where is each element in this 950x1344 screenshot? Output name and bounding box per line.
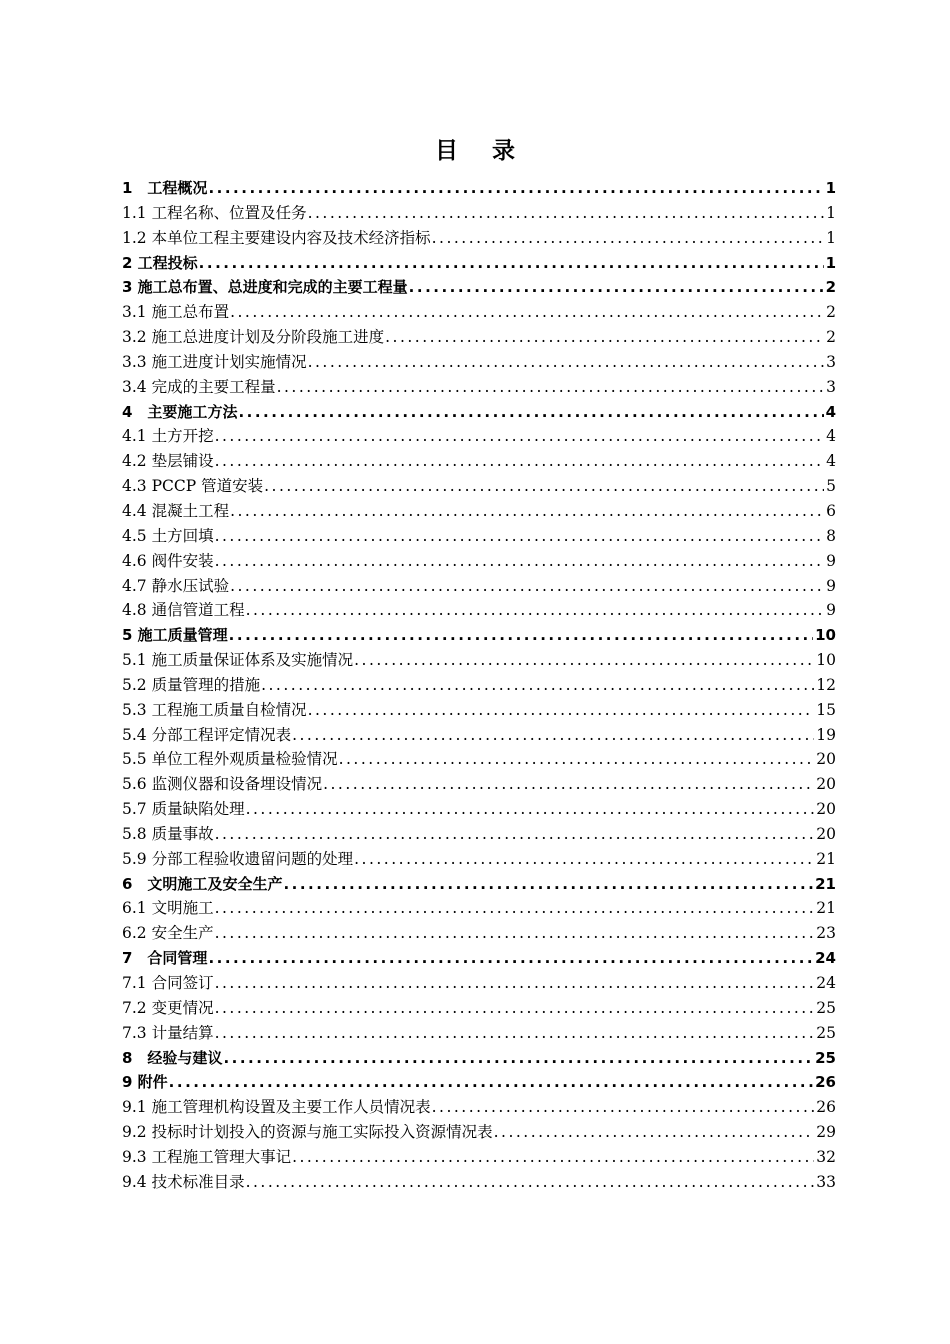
toc-dot-leader [215,549,825,574]
toc-entry-page-number: 25 [816,1023,836,1042]
toc-entry[interactable] [122,772,836,797]
toc-entry-label: 4.8 通信管道工程 [122,601,245,620]
toc-entry-page-number: 4 [826,427,836,446]
toc-dot-leader [215,424,825,449]
toc-entry-page-number: 20 [816,800,836,819]
toc-entry-label: 5.2 质量管理的措施 [122,675,261,694]
toc-entry[interactable] [122,449,836,474]
toc-entry[interactable] [122,723,836,748]
toc-title-char-2: 录 [492,137,515,164]
toc-entry[interactable] [122,325,836,350]
toc-entry[interactable] [122,648,836,673]
toc-entry[interactable] [122,747,836,772]
toc-dot-leader [308,350,825,375]
toc-dot-leader [432,1095,815,1120]
toc-dot-leader [494,1120,815,1145]
toc-entry[interactable] [122,896,836,921]
toc-entry[interactable] [122,996,836,1021]
toc-entry-label: 5.6 监测仪器和设备埋设情况 [122,775,323,794]
toc-entry[interactable] [122,946,836,971]
toc-entry-label: 3.3 施工进度计划实施情况 [122,352,307,371]
toc-entry-page-number: 1 [826,228,836,247]
toc-entry-label: 5 施工质量管理 [122,626,228,645]
toc-dot-leader [432,226,825,251]
toc-entry-label: 3.2 施工总进度计划及分阶段施工进度 [122,328,385,347]
toc-dot-leader [409,275,824,300]
toc-dot-leader [246,797,815,822]
toc-dot-leader [292,1145,814,1170]
toc-entry[interactable] [122,176,836,201]
toc-entry-label: 5.8 质量事故 [122,824,214,843]
toc-dot-leader [230,300,824,325]
toc-entry-label: 5.5 单位工程外观质量检验情况 [122,750,338,769]
toc-entry-page-number: 6 [826,501,836,520]
toc-dot-leader [215,1021,815,1046]
toc-entry-page-number: 24 [815,949,836,968]
toc-entry-label: 1.1 工程名称、位置及任务 [122,203,307,222]
toc-entry-page-number: 29 [816,1123,836,1142]
toc-entry-page-number: 24 [816,974,836,992]
toc-entry[interactable] [122,1120,836,1145]
toc-entry-label: 4 主要施工方法 [122,402,238,421]
toc-dot-leader [215,822,815,847]
toc-entry-page-number: 3 [826,377,836,396]
toc-dot-leader [277,375,825,400]
toc-dot-leader [230,499,824,524]
toc-entry[interactable] [122,822,836,847]
toc-dot-leader [354,648,814,673]
toc-entry-page-number: 3 [826,352,836,371]
toc-entry-page-number: 5 [826,477,836,496]
toc-entry-label: 8 经验与建议 [122,1048,223,1067]
toc-entry[interactable] [122,400,836,425]
toc-entry-label: 9.4 技术标准目录 [122,1172,245,1191]
toc-entry[interactable] [122,275,836,300]
toc-dot-leader [215,971,815,996]
toc-entry-page-number: 10 [815,626,836,645]
toc-entry[interactable] [122,474,836,499]
toc-entry-label: 9.3 工程施工管理大事记 [122,1147,292,1166]
toc-entry-page-number: 10 [816,651,836,670]
toc-entry-page-number: 23 [816,924,836,943]
toc-entry-label: 4.5 土方回填 [122,526,214,545]
toc-entry[interactable] [122,1145,836,1170]
toc-entry[interactable] [122,797,836,822]
toc-entry-page-number: 21 [816,899,836,918]
toc-dot-leader [223,1046,813,1071]
toc-entry[interactable] [122,549,836,574]
toc-entry[interactable] [122,971,836,996]
toc-entry-page-number: 26 [815,1073,836,1092]
toc-entry-page-number: 15 [816,700,836,719]
toc-dot-leader [261,673,814,698]
toc-title [0,136,950,166]
toc-entry-label: 9.1 施工管理机构设置及主要工作人员情况表 [122,1098,431,1117]
toc-entry-page-number: 33 [816,1172,836,1191]
toc-entry[interactable] [122,300,836,325]
toc-entry-label: 6.2 安全生产 [122,924,214,943]
toc-entry-page-number: 4 [826,452,836,471]
toc-entry[interactable] [122,673,836,698]
toc-dot-leader [283,872,813,897]
toc-dot-leader [215,921,815,946]
toc-entry-page-number: 20 [816,775,836,794]
toc-dot-leader [208,176,823,201]
toc-entry-label: 9 附件 [122,1073,168,1092]
toc-dot-leader [215,524,825,549]
toc-entry-page-number: 20 [816,824,836,843]
toc-entry-page-number: 2 [826,303,836,322]
toc-dot-leader [246,598,825,623]
toc-entry[interactable] [122,251,836,276]
toc-entry-page-number: 2 [826,328,836,347]
toc-title-char-1: 目 [435,137,458,164]
toc-entry-page-number: 21 [816,849,836,868]
toc-entry-page-number: 25 [815,1048,836,1067]
toc-dot-leader [208,946,813,971]
toc-entry[interactable] [122,623,836,648]
toc-entry[interactable] [122,847,836,872]
toc-entry-label: 3.4 完成的主要工程量 [122,377,276,396]
toc-entry-page-number: 8 [826,526,836,545]
toc-dot-leader [238,400,823,425]
toc-entry[interactable] [122,1070,836,1095]
toc-entry[interactable] [122,1170,836,1195]
toc-dot-leader [323,772,814,797]
toc-entry-label: 9.2 投标时计划投入的资源与施工实际投入资源情况表 [122,1123,493,1142]
toc-dot-leader [229,623,813,648]
toc-entry-page-number: 2 [825,278,836,297]
toc-dot-leader [169,1070,813,1095]
toc-entry-label: 7.2 变更情况 [122,998,214,1017]
toc-entry-label: 5.9 分部工程验收遗留问题的处理 [122,849,354,868]
toc-entry-label: 1 工程概况 [122,179,208,197]
toc-entry-page-number: 26 [816,1098,836,1117]
toc-entry-label: 4.4 混凝土工程 [122,501,230,520]
toc-entry-label: 4.7 静水压试验 [122,576,230,595]
toc-dot-leader [230,574,824,599]
toc-entry[interactable] [122,1095,836,1120]
toc-entry[interactable] [122,375,836,400]
toc-entry[interactable] [122,524,836,549]
toc-dot-leader [292,723,814,748]
toc-entry[interactable] [122,499,836,524]
toc-entry-label: 7 合同管理 [122,949,208,968]
toc-entry-label: 4.2 垫层铺设 [122,452,214,471]
toc-entry[interactable] [122,1046,836,1071]
toc-entry[interactable] [122,698,836,723]
toc-entry-label: 7.1 合同签订 [122,974,214,992]
toc-dot-leader [215,996,815,1021]
toc-entry[interactable] [122,574,836,599]
toc-entry-label: 5.7 质量缺陷处理 [122,800,245,819]
toc-dot-leader [264,474,824,499]
table-of-contents [122,176,836,1195]
toc-dot-leader [215,896,815,921]
toc-entry[interactable] [122,201,836,226]
toc-entry[interactable] [122,226,836,251]
toc-entry-page-number: 32 [816,1147,836,1166]
toc-dot-leader [354,847,814,872]
toc-entry-label: 5.1 施工质量保证体系及实施情况 [122,651,354,670]
toc-entry-label: 3.1 施工总布置 [122,303,230,322]
toc-entry[interactable] [122,424,836,449]
toc-dot-leader [215,449,825,474]
toc-entry-label: 6.1 文明施工 [122,899,214,918]
toc-entry[interactable] [122,1021,836,1046]
toc-entry-page-number: 9 [826,551,836,570]
toc-entry-label: 2 工程投标 [122,253,198,272]
toc-dot-leader [246,1170,815,1195]
toc-dot-leader [199,251,824,276]
toc-dot-leader [385,325,824,350]
toc-entry-page-number: 19 [816,725,836,744]
toc-dot-leader [308,201,825,226]
toc-dot-leader [339,747,815,772]
toc-entry[interactable] [122,921,836,946]
toc-entry-page-number: 20 [816,750,836,769]
toc-entry-page-number: 1 [825,253,836,272]
toc-entry[interactable] [122,350,836,375]
toc-entry-page-number: 25 [816,998,836,1017]
toc-entry-label: 6 文明施工及安全生产 [122,874,283,893]
toc-entry-page-number: 4 [825,402,836,421]
toc-entry-label: 1.2 本单位工程主要建设内容及技术经济指标 [122,228,431,247]
toc-entry-page-number: 9 [826,601,836,620]
toc-entry-label: 5.4 分部工程评定情况表 [122,725,292,744]
toc-entry-label: 4.3 PCCP 管道安装 [122,477,264,496]
toc-dot-leader [308,698,815,723]
toc-entry-page-number: 1 [826,203,836,222]
toc-entry[interactable] [122,598,836,623]
toc-entry-label: 5.3 工程施工质量自检情况 [122,700,307,719]
toc-entry-label: 4.6 阀件安装 [122,551,214,570]
toc-entry-page-number: 12 [816,675,836,694]
toc-entry-page-number: 21 [815,874,836,893]
toc-entry-label: 3 施工总布置、总进度和完成的主要工程量 [122,278,408,297]
toc-entry-label: 4.1 土方开挖 [122,427,214,446]
toc-entry-page-number: 9 [826,576,836,595]
toc-entry[interactable] [122,872,836,897]
toc-entry-label: 7.3 计量结算 [122,1023,214,1042]
toc-entry-page-number: 1 [825,179,836,197]
